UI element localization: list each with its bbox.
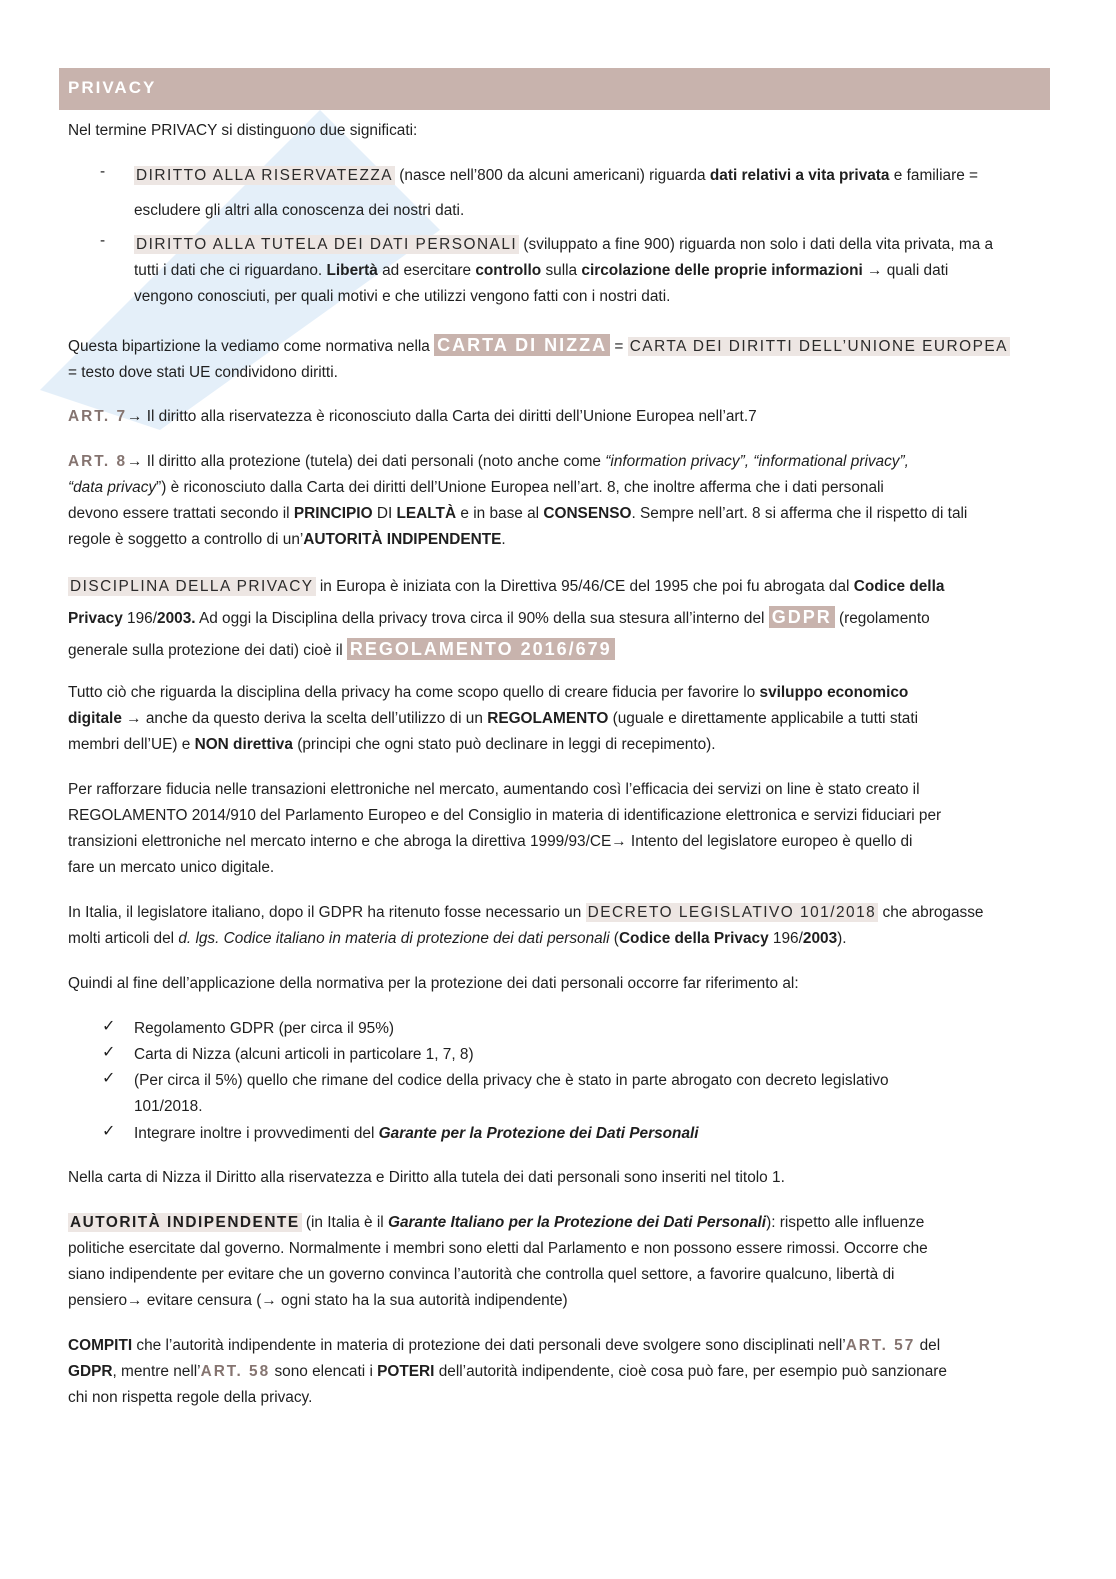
bold-text: Privacy (68, 610, 123, 627)
text: pensiero (68, 1292, 128, 1309)
check-icon: ✓ (102, 1123, 116, 1140)
bold-text: AUTORITÀ INDIPENDENTE (303, 531, 502, 548)
fiducia-paragraph (68, 680, 1048, 758)
bold-text: 2003 (802, 930, 838, 947)
text: (Per circa il 5%) quello che rimane del codice della privacy che è stato in parte abrogato con decreto legislativo (134, 1072, 889, 1089)
bold-text: REGOLAMENTO (487, 710, 609, 727)
text: Il diritto alla protezione (tutela) dei dati personali (noto anche come (142, 453, 606, 470)
nizza-paragraph (68, 332, 1048, 386)
highlight-decreto: DECRETO LEGISLATIVO 101/2018 (587, 904, 877, 921)
text: che abrogasse (878, 904, 984, 921)
art8-paragraph (68, 449, 1048, 553)
text: dell’autorità indipendente, cioè cosa può fare, per esempio può sanzionare (434, 1363, 947, 1380)
highlight-regolamento: REGOLAMENTO 2016/679 (347, 638, 615, 660)
bullet-riservatezza-cont: escludere gli altri alla conoscenza dei nostri dati. (134, 202, 465, 219)
check-icon: ✓ (102, 1070, 116, 1087)
text: (in Italia è il (301, 1214, 389, 1231)
text: evitare censura ( (142, 1292, 262, 1309)
check-icon: ✓ (102, 1044, 116, 1061)
highlight-carta-nizza: CARTA DI NIZZA (434, 334, 610, 356)
bold-text: dati relativi a vita privata (709, 167, 890, 184)
text: = (610, 338, 628, 355)
bullet-dash: - (100, 163, 106, 180)
check-icon: ✓ (102, 1018, 116, 1035)
text: molti articoli del (68, 930, 179, 947)
text: (sviluppato a fine 900) riguarda non solo i dati della vita privata, ma a (519, 236, 994, 253)
section-title: PRIVACY (68, 78, 157, 97)
italic-text: d. lgs. Codice italiano in materia di protezione dei dati personali (178, 930, 610, 947)
italia-paragraph (68, 900, 1048, 952)
arrow-icon: → (261, 1292, 277, 1309)
arrow-icon: → (611, 833, 627, 850)
text: 196/ (768, 930, 803, 947)
text: (principi che ogni stato può declinare in leggi di recepimento). (292, 736, 716, 753)
bold-italic-text: Garante Italiano per la Protezione dei Dati Personali (388, 1214, 767, 1231)
text: in Europa è iniziata con la Direttiva 95/46/CE del 1995 che poi fu abrogata dal (315, 578, 854, 595)
text: sulla (541, 262, 582, 279)
text: In Italia, il legislatore italiano, dopo il GDPR ha ritenuto fosse necessario un (68, 904, 586, 921)
check-item: Regolamento GDPR (per circa il 95%) (134, 1020, 395, 1037)
text: (nasce nell’800 da alcuni americani) riguarda (395, 167, 710, 184)
arrow-icon: → (121, 710, 146, 727)
bold-text: GDPR (68, 1363, 113, 1380)
art-label: ART. 8 (68, 453, 128, 470)
bold-text: Codice della Privacy (618, 930, 769, 947)
text: generale sulla protezione dei dati) cioè il (68, 642, 347, 659)
text: . (501, 531, 506, 548)
text: Per rafforzare fiducia nelle transazioni elettroniche nel mercato, aumentando così l’efficacia dei servizi on line è stato creato il (68, 781, 920, 798)
bold-text: NON direttiva (194, 736, 293, 753)
art7-paragraph (68, 404, 1048, 430)
check-item (134, 1121, 1046, 1147)
text: Il diritto alla riservatezza è riconosciuto dalla Carta dei diritti dell’Unione Europea nell’art.7 (142, 408, 757, 425)
art-label: ART. 58 (200, 1363, 271, 1380)
rafforzare-paragraph (68, 777, 1048, 881)
text: ”) è riconosciuto dalla Carta dei diritti dell’Unione Europea nell’art. 8, che inoltre afferma che i dati personali (156, 479, 884, 496)
quindi-paragraph: Quindi al fine dell’applicazione della normativa per la protezione dei dati personali occorre far riferimento al: (68, 975, 799, 992)
italic-text: “data privacy (68, 479, 157, 496)
highlight-disciplina: DISCIPLINA DELLA PRIVACY (70, 578, 314, 595)
text: (uguale e direttamente applicabile a tutti stati (608, 710, 919, 727)
arrow-icon: → (862, 262, 887, 279)
italic-text: “information privacy”, “informational privacy”, (605, 453, 909, 470)
bold-text: CONSENSO (543, 505, 632, 522)
arrow-icon: → (127, 408, 143, 425)
bold-text: controllo (475, 262, 542, 279)
art-label: ART. 57 (845, 1337, 916, 1354)
text: devono essere trattati secondo il (68, 505, 294, 522)
text: fare un mercato unico digitale. (68, 859, 275, 876)
text: Intento del legislatore europeo è quello di (626, 833, 913, 850)
highlight-autorita: AUTORITÀ INDIPENDENTE (70, 1214, 300, 1231)
highlight-gdpr: GDPR (769, 606, 835, 628)
text: quali dati (886, 262, 949, 279)
text: (regolamento (834, 610, 930, 627)
text: vengono conosciuti, per quali motivi e che utilizzi vengono fatti con i nostri dati. (134, 288, 671, 305)
text: DI (372, 505, 397, 522)
disciplina-paragraph (68, 572, 1048, 666)
arrow-icon: → (127, 1292, 143, 1309)
bold-text: 2003. (157, 610, 196, 627)
text: ogni stato ha la sua autorità indipendente) (276, 1292, 568, 1309)
text: e familiare = (889, 167, 979, 184)
arrow-icon: → (127, 453, 143, 470)
art-label: ART. 7 (68, 408, 128, 425)
text: ad esercitare (377, 262, 476, 279)
compiti-paragraph (68, 1333, 1048, 1411)
text: = testo dove stati UE condividono diritti. (68, 364, 338, 381)
text: 101/2018. (134, 1098, 203, 1115)
bold-text: PRINCIPIO (293, 505, 373, 522)
text: Integrare inoltre i provvedimenti del (134, 1125, 379, 1142)
bold-italic-text: Garante per la Protezione dei Dati Personali (378, 1125, 699, 1142)
bold-text: LEALTÀ (396, 505, 457, 522)
nella-paragraph: Nella carta di Nizza il Diritto alla riservatezza e Diritto alla tutela dei dati personali sono inseriti nel titolo 1. (68, 1169, 785, 1186)
intro-text: Nel termine PRIVACY si distinguono due significati: (68, 122, 418, 139)
text: ). (837, 930, 847, 947)
check-item: Carta di Nizza (alcuni articoli in particolare 1, 7, 8) (134, 1046, 474, 1063)
bold-text: Codice della (853, 578, 945, 595)
text: ( (609, 930, 619, 947)
text: chi non rispetta regole della privacy. (68, 1389, 313, 1406)
bullet-riservatezza (134, 163, 1046, 189)
text: transizioni elettroniche nel mercato interno e che abroga la direttiva 1999/93/CE (68, 833, 612, 850)
text: tutti i dati che ci riguardano. (134, 262, 327, 279)
text: siano indipendente per evitare che un governo convinca l’autorità che controlla quel settore, a favorire qualcuno, libertà di (68, 1266, 895, 1283)
bold-text: circolazione delle proprie informazioni (581, 262, 863, 279)
text: che l’autorità indipendente in materia di protezione dei dati personali deve svolgere sono disciplinati nell’ (132, 1337, 846, 1354)
text: . Sempre nell’art. 8 si afferma che il rispetto di tali (631, 505, 968, 522)
text: Tutto ciò che riguarda la disciplina della privacy ha come scopo quello di creare fiducia per favorire lo (68, 684, 760, 701)
text: e in base al (456, 505, 544, 522)
bullet-tutela (134, 232, 1046, 310)
bold-text: COMPITI (68, 1337, 133, 1354)
bullet-dash: - (100, 232, 106, 249)
bold-text: digitale (68, 710, 122, 727)
text: , mentre nell’ (112, 1363, 201, 1380)
highlight-carta-diritti: CARTA DEI DIRITTI DELL’UNIONE EUROPEA (629, 338, 1008, 355)
text: sono elencati i (270, 1363, 378, 1380)
text: Questa bipartizione la vediamo come normativa nella (68, 338, 435, 355)
autorita-paragraph (68, 1210, 1048, 1314)
text: ): rispetto alle influenze (766, 1214, 925, 1231)
text: anche da questo deriva la scelta dell’utilizzo di un (145, 710, 488, 727)
check-item (134, 1068, 1046, 1120)
section-header (59, 68, 1050, 110)
text: REGOLAMENTO 2014/910 del Parlamento Europeo e del Consiglio in materia di identificazione elettronica e servizi fiduciari per (68, 807, 942, 824)
bold-text: POTERI (377, 1363, 435, 1380)
highlight-label: DIRITTO ALLA RISERVATEZZA (136, 167, 394, 184)
text: membri dell’UE) e (68, 736, 195, 753)
text: Ad oggi la Disciplina della privacy trova circa il 90% della sua stesura all’interno del (195, 610, 769, 627)
bold-text: sviluppo economico (759, 684, 909, 701)
highlight-label: DIRITTO ALLA TUTELA DEI DATI PERSONALI (136, 236, 518, 253)
bold-text: Libertà (326, 262, 378, 279)
text: politiche esercitate dal governo. Normalmente i membri sono eletti dal Parlamento e non possono essere rimossi. Occorre che (68, 1240, 928, 1257)
text: regole è soggetto a controllo di un’ (68, 531, 304, 548)
text: del (915, 1337, 941, 1354)
text: 196/ (122, 610, 158, 627)
